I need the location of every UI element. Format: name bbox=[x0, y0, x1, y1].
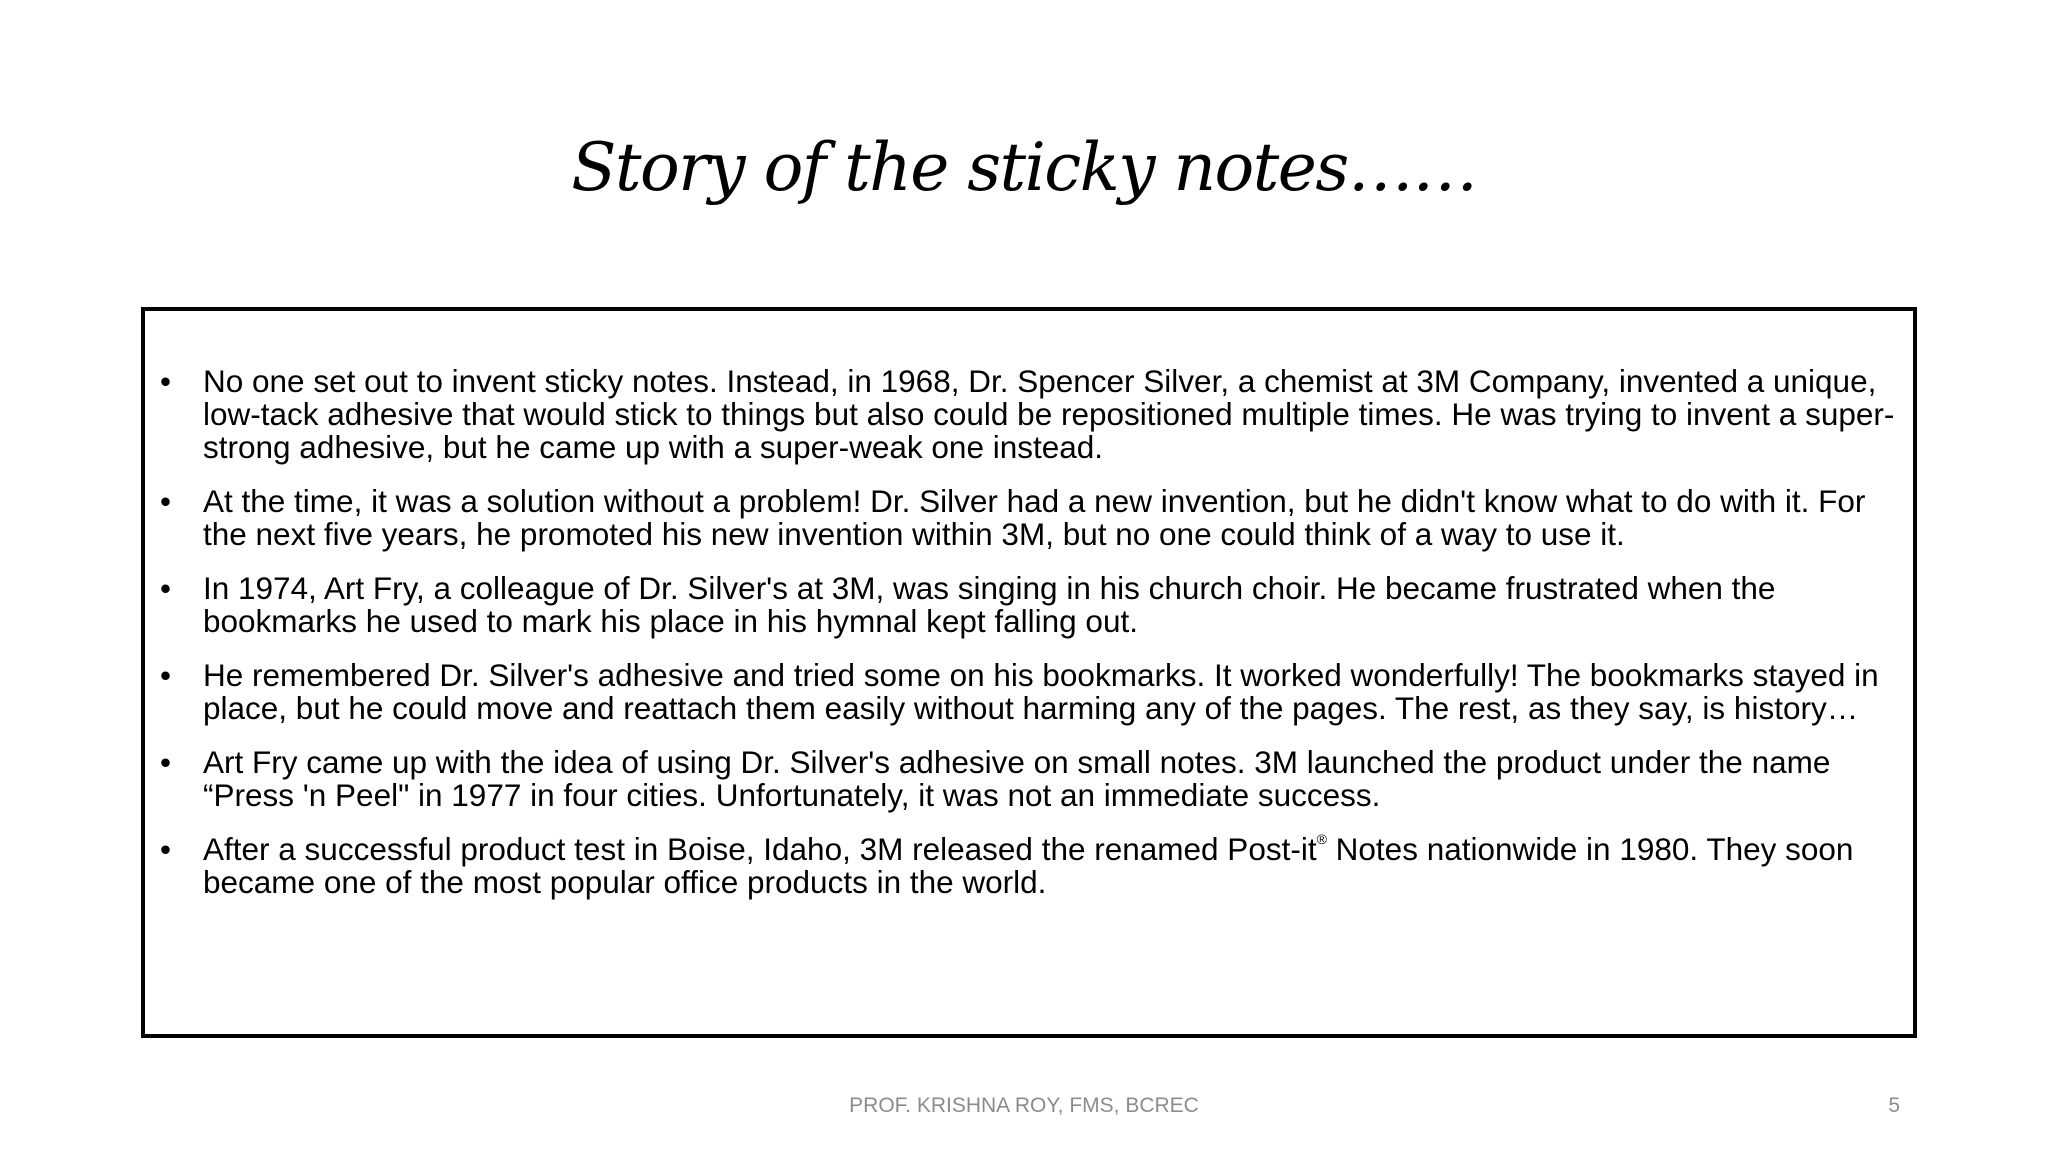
bullet-dot-icon: • bbox=[160, 363, 172, 399]
bullet-text: At the time, it was a solution without a problem! Dr. Silver had a new invention, but he didn't know what to do with it. For the next five years, he promoted his new invention within 3M, but no one could think of a way to use it. bbox=[203, 483, 1866, 552]
bullet-item bbox=[160, 833, 1910, 899]
bullet-text: He remembered Dr. Silver's adhesive and tried some on his bookmarks. It worked wonderfully! The bookmarks stayed in place, but he could move and reattach them easily without harming any of the pages. The rest, as they say, is history… bbox=[203, 657, 1879, 726]
bullet-dot-icon: • bbox=[160, 483, 172, 519]
bullet-list bbox=[160, 365, 1910, 920]
slide-footer: PROF. KRISHNA ROY, FMS, BCREC bbox=[849, 1094, 1199, 1117]
registered-mark: ® bbox=[1316, 831, 1327, 847]
bullet-item bbox=[160, 572, 1910, 638]
slide-title: Story of the sticky notes…… bbox=[571, 129, 1477, 206]
bullet-text: In 1974, Art Fry, a colleague of Dr. Silver's at 3M, was singing in his church choir. He became frustrated when the bookmarks he used to mark his place in his hymnal kept falling out. bbox=[203, 570, 1776, 639]
bullet-text-part: Notes nationwide in 1980. They soon became one of the most popular office products in the world. bbox=[203, 831, 1854, 900]
bullet-text: Art Fry came up with the idea of using Dr. Silver's adhesive on small notes. 3M launched the product under the name “Press 'n Peel" in 1977 in four cities. Unfortunately, it was not an immediate success. bbox=[203, 744, 1831, 813]
bullet-item bbox=[160, 485, 1910, 551]
bullet-item bbox=[160, 365, 1910, 464]
bullet-dot-icon: • bbox=[160, 831, 172, 867]
bullet-item bbox=[160, 746, 1910, 812]
bullet-item bbox=[160, 659, 1910, 725]
content-box bbox=[141, 307, 1917, 1038]
bullet-text-part: After a successful product test in Boise, Idaho, 3M released the renamed Post-it bbox=[203, 831, 1317, 867]
bullet-dot-icon: • bbox=[160, 570, 172, 606]
bullet-dot-icon: • bbox=[160, 744, 172, 780]
bullet-text: No one set out to invent sticky notes. Instead, in 1968, Dr. Spencer Silver, a chemist at 3M Company, invented a unique, low-tack adhesive that would stick to things but also could be repositioned multiple times. He was trying to invent a super-strong adhesive, but he came up with a super-weak one instead. bbox=[203, 363, 1895, 465]
page-number: 5 bbox=[1888, 1094, 1900, 1117]
bullet-dot-icon: • bbox=[160, 657, 172, 693]
bullet-text bbox=[203, 831, 1853, 900]
